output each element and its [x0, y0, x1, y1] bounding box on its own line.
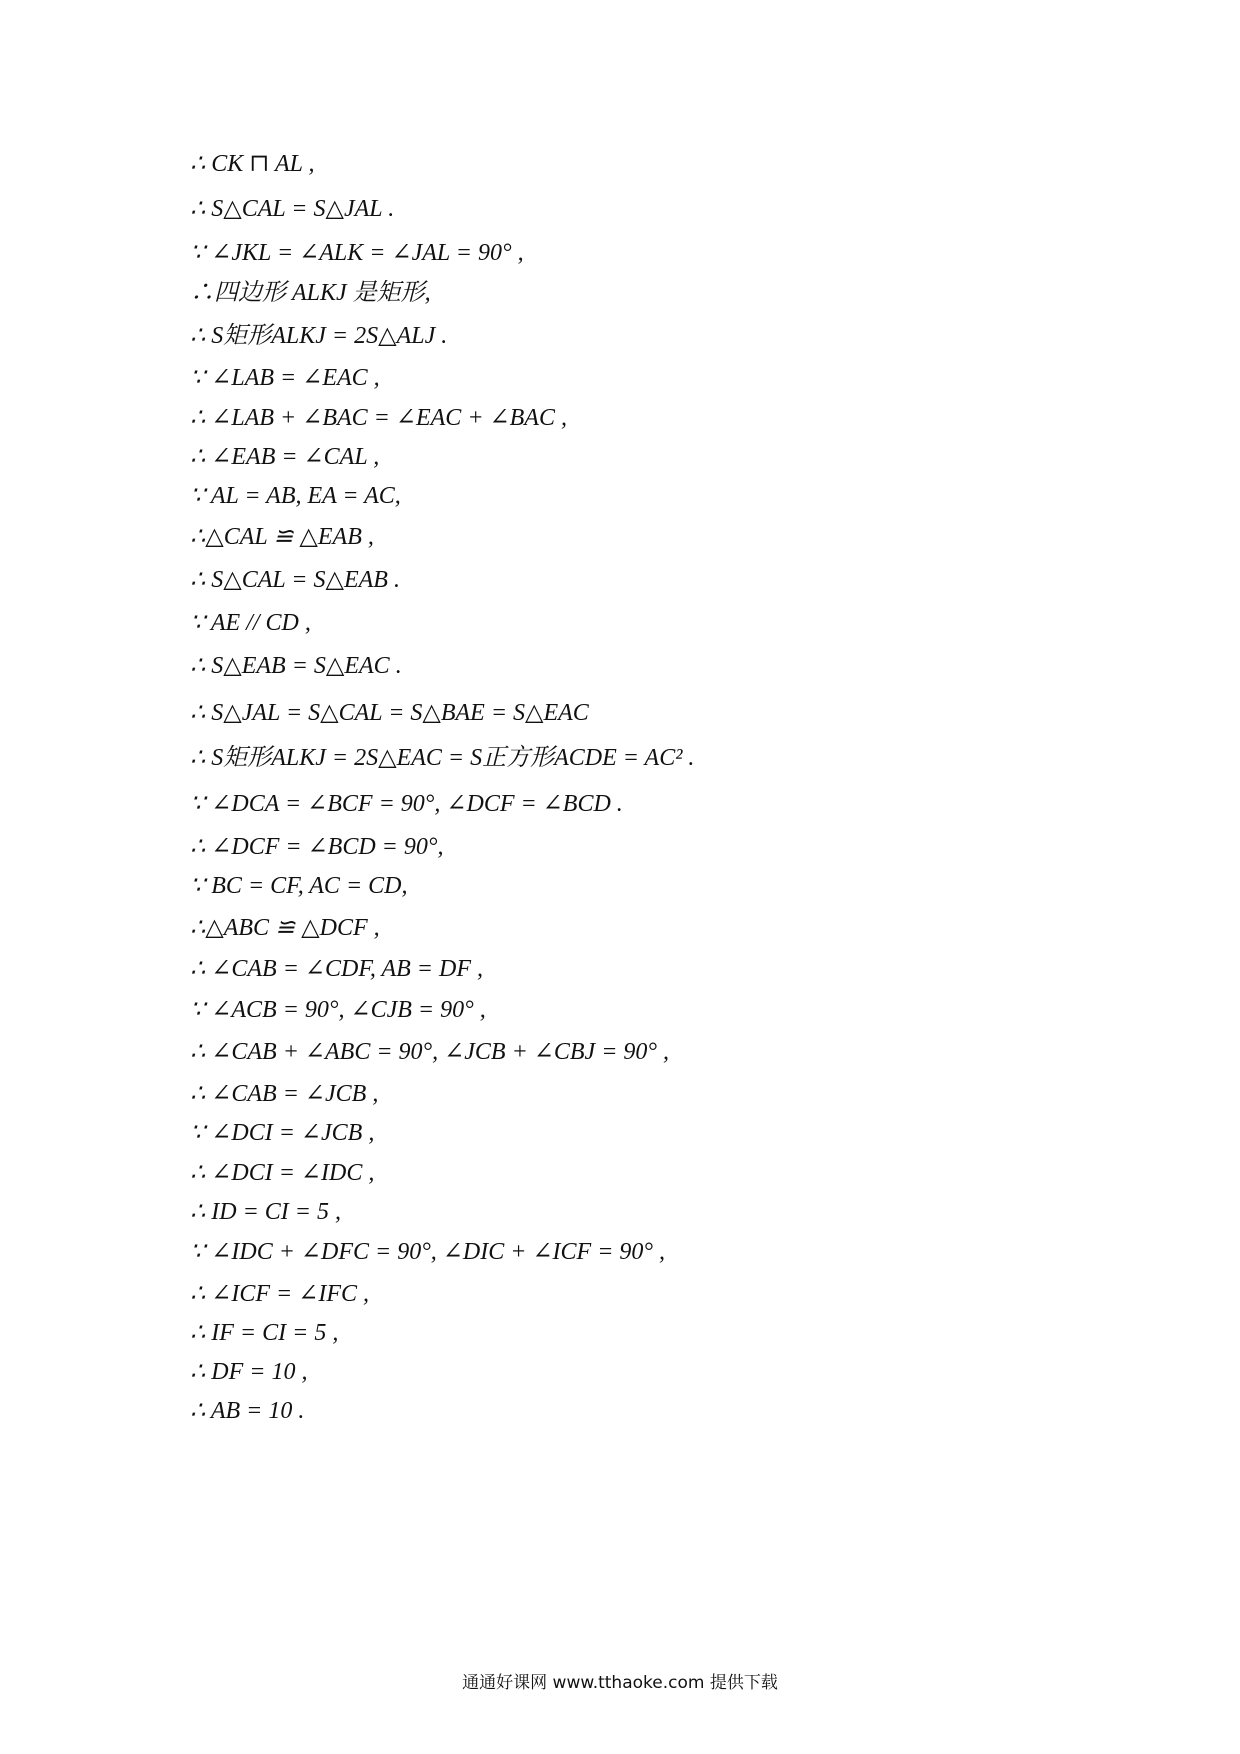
- proof-line: ∴ ∠EAB = ∠CAL ,: [190, 444, 380, 470]
- proof-line: ∴四边形 ALKJ 是矩形,: [190, 280, 431, 306]
- proof-line: ∴ DF = 10 ,: [190, 1359, 308, 1385]
- proof-line: ∴ CK ⊓ AL ,: [190, 151, 315, 177]
- proof-line: ∴ ∠ICF = ∠IFC ,: [190, 1281, 370, 1307]
- proof-line: ∵ ∠LAB = ∠EAC ,: [190, 365, 380, 391]
- proof-line: ∴ IF = CI = 5 ,: [190, 1320, 339, 1346]
- proof-line: ∴ S△CAL = S△JAL .: [190, 196, 395, 222]
- proof-line: ∵ ∠IDC + ∠DFC = 90°, ∠DIC + ∠ICF = 90° ,: [190, 1239, 666, 1265]
- proof-line: ∴ S△EAB = S△EAC .: [190, 653, 402, 679]
- proof-line: ∴ AB = 10 .: [190, 1398, 305, 1424]
- proof-line: ∵ ∠JKL = ∠ALK = ∠JAL = 90° ,: [190, 240, 524, 266]
- proof-line: ∴ S矩形ALKJ = 2S△EAC = S正方形ACDE = AC² .: [190, 745, 695, 771]
- proof-line: ∴ S△CAL = S△EAB .: [190, 567, 400, 593]
- proof-line: ∵ AE // CD ,: [190, 610, 311, 636]
- proof-line: ∵ ∠DCI = ∠JCB ,: [190, 1120, 375, 1146]
- proof-line: ∴ S△JAL = S△CAL = S△BAE = S△EAC: [190, 700, 589, 726]
- proof-line: ∴△ABC ≌ △DCF ,: [190, 915, 380, 941]
- proof-line: ∴ ∠CAB = ∠JCB ,: [190, 1081, 379, 1107]
- proof-line: ∵ AL = AB, EA = AC,: [190, 483, 401, 509]
- proof-line: ∴ ∠LAB + ∠BAC = ∠EAC + ∠BAC ,: [190, 405, 567, 431]
- proof-line: ∴ ∠DCF = ∠BCD = 90°,: [190, 834, 444, 860]
- proof-line: ∴△CAL ≌ △EAB ,: [190, 524, 374, 550]
- proof-line: ∵ ∠ACB = 90°, ∠CJB = 90° ,: [190, 997, 486, 1023]
- proof-line: ∴ S矩形ALKJ = 2S△ALJ .: [190, 323, 448, 349]
- proof-line: ∵ BC = CF, AC = CD,: [190, 873, 408, 899]
- proof-line: ∴ ∠DCI = ∠IDC ,: [190, 1160, 375, 1186]
- proof-line: ∴ ∠CAB + ∠ABC = 90°, ∠JCB + ∠CBJ = 90° ,: [190, 1039, 669, 1065]
- proof-line: ∴ ID = CI = 5 ,: [190, 1199, 341, 1225]
- proof-line: ∴ ∠CAB = ∠CDF, AB = DF ,: [190, 956, 483, 982]
- proof-line: ∵ ∠DCA = ∠BCF = 90°, ∠DCF = ∠BCD .: [190, 791, 623, 817]
- page-footer: 通通好课网 www.tthaoke.com 提供下载: [462, 1673, 778, 1693]
